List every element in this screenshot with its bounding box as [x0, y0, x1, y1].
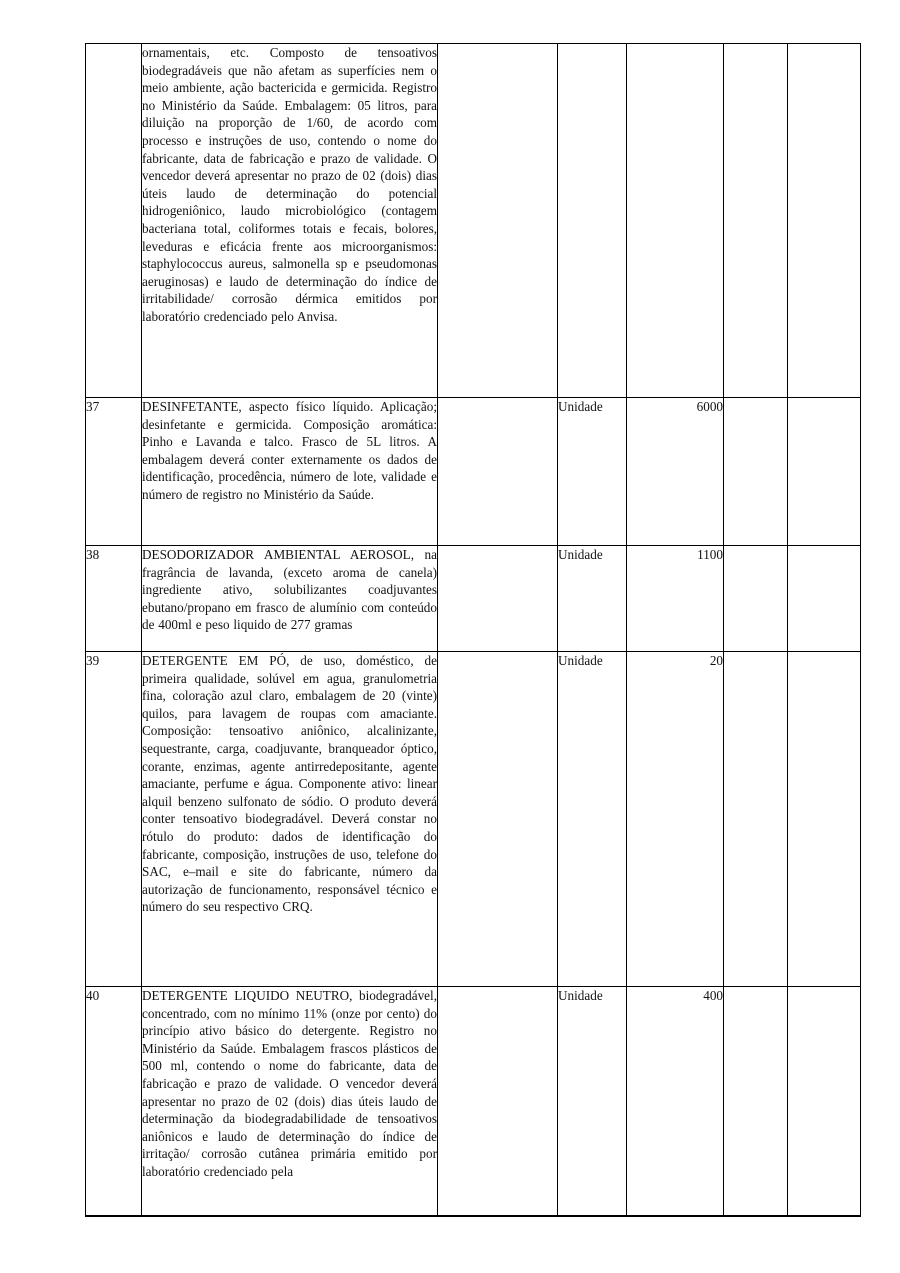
- empty-cell: [788, 398, 861, 546]
- item-number-cell: 38: [86, 546, 142, 652]
- empty-cell: [724, 652, 788, 987]
- table-row: [86, 987, 861, 1216]
- empty-cell: [724, 987, 788, 1216]
- items-table: [85, 43, 861, 1217]
- item-number-cell: 37: [86, 398, 142, 546]
- table-row: [86, 398, 861, 546]
- empty-cell: [724, 44, 788, 398]
- empty-cell: [788, 652, 861, 987]
- table-row: [86, 44, 861, 398]
- unit-cell: Unidade: [558, 398, 627, 546]
- empty-cell: [438, 44, 558, 398]
- description-cell: ornamentais, etc. Composto de tensoativos biodegradáveis que não afetam as superfícies nem o meio ambiente, ação bactericida e germicida. Registro no Ministério da Saúde. Embalagem: 05 litros, para diluição na proporção de 1/60, de acordo com processo e instruções de uso, contendo o nome do fabricante, data de fabricação e prazo de validade. O vencedor deverá apresentar no prazo de 02 (dois) dias úteis laudo de determinação do potencial hidrogeniônico, laudo microbiológico (contagem bacteriana total, coliformes totais e fecais, bolores, leveduras e eficácia frente aos microorganismos: staphylococcus aureus, salmonella sp e pseudomonas aeruginosas) e laudo de determinação do índice de irritabilidade/ corrosão dérmica emitidos por laboratório credenciado pelo Anvisa.: [142, 44, 438, 398]
- empty-cell: [788, 987, 861, 1216]
- quantity-cell: 1100: [627, 546, 724, 652]
- unit-cell: Unidade: [558, 987, 627, 1216]
- quantity-cell: 400: [627, 987, 724, 1216]
- item-number-cell: 40: [86, 987, 142, 1216]
- unit-cell: Unidade: [558, 546, 627, 652]
- empty-cell: [438, 652, 558, 987]
- quantity-cell: [627, 44, 724, 398]
- empty-cell: [724, 398, 788, 546]
- empty-cell: [788, 546, 861, 652]
- description-cell: DETERGENTE LIQUIDO NEUTRO, biodegradável, concentrado, com no mínimo 11% (onze por cento) do princípio ativo básico do detergente. Registro no Ministério da Saúde. Embalagem frascos plásticos de 500 ml, contendo o nome do fabricante, data de fabricação e prazo de validade. O vencedor deverá apresentar no prazo de 02 (dois) dias úteis laudo de determinação da biodegradabilidade de tensoativos aniônicos e laudo de determinação do índice de irritação/ corrosão cutânea primária emitido por laboratório credenciado pela: [142, 987, 438, 1216]
- unit-cell: [558, 44, 627, 398]
- description-cell: DESODORIZADOR AMBIENTAL AEROSOL, na fragrância de lavanda, (exceto aroma de canela) ingrediente ativo, solubilizantes coadjuvantes ebutano/propano em frasco de alumínio com conteúdo de 400ml e peso liquido de 277 gramas: [142, 546, 438, 652]
- quantity-cell: 6000: [627, 398, 724, 546]
- quantity-cell: 20: [627, 652, 724, 987]
- table-row: [86, 546, 861, 652]
- empty-cell: [724, 546, 788, 652]
- description-cell: DESINFETANTE, aspecto físico líquido. Aplicação; desinfetante e germicida. Composição aromática: Pinho e Lavanda e talco. Frasco de 5L litros. A embalagem deverá conter externamente os dados de identificação, procedência, número de lote, validade e número de registro no Ministério da Saúde.: [142, 398, 438, 546]
- unit-cell: Unidade: [558, 652, 627, 987]
- item-number-cell: [86, 44, 142, 398]
- item-number-cell: 39: [86, 652, 142, 987]
- table-row: [86, 652, 861, 987]
- description-cell: DETERGENTE EM PÓ, de uso, doméstico, de primeira qualidade, solúvel em agua, granulometria fina, coloração azul claro, embalagem de 20 (vinte) quilos, para lavagem de roupas com amaciante. Composição: tensoativo aniônico, alcalinizante, sequestrante, carga, coadjuvante, branqueador óptico, corante, enzimas, agente antirredepositante, agente amaciante, perfume e água. Componente ativo: linear alquil benzeno sulfonato de sódio. O produto deverá conter tensoativo biodegradável. Deverá constar no rótulo do produto: dados de identificação do fabricante, composição, instruções de uso, telefone do SAC, e–mail e site do fabricante, número da autorização de funcionamento, responsável técnico e número do seu respectivo CRQ.: [142, 652, 438, 987]
- empty-cell: [788, 44, 861, 398]
- empty-cell: [438, 398, 558, 546]
- empty-cell: [438, 546, 558, 652]
- empty-cell: [438, 987, 558, 1216]
